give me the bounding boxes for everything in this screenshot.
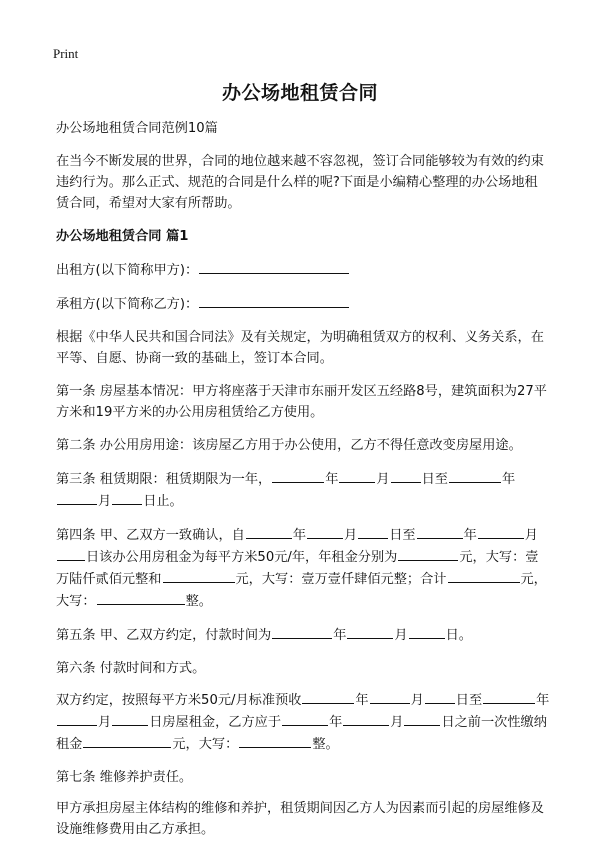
blank xyxy=(370,689,410,704)
article-6-payment-text: 日之前一次性缴纳租金 xyxy=(56,715,547,752)
day-to-label: 日至 xyxy=(389,528,416,543)
year-label: 年 xyxy=(463,528,477,543)
year-label: 年 xyxy=(501,472,516,487)
end-label: 日止。 xyxy=(143,494,183,509)
blank xyxy=(343,711,389,726)
document-body xyxy=(56,118,550,852)
article-4-amount-1: 元，大写：壹万陆仟贰佰元整和 xyxy=(56,550,539,587)
blank xyxy=(282,711,328,726)
blank xyxy=(347,624,393,639)
lessee-line xyxy=(56,293,550,315)
blank xyxy=(163,568,235,583)
year-label: 年 xyxy=(292,528,307,543)
article-6-body xyxy=(56,689,550,755)
print-link[interactable]: Print xyxy=(53,46,79,61)
blank xyxy=(409,624,445,639)
article-1: 第一条 房屋基本情况：甲方将座落于天津市东丽开发区五经路8号，建筑面积为27平方米和19平方米的办公用房租赁给乙方使用。 xyxy=(56,384,547,420)
yuan-label: 元，大写： xyxy=(56,572,547,609)
lessor-blank xyxy=(199,259,349,274)
blank xyxy=(57,711,97,726)
year-label: 年 xyxy=(536,693,550,708)
article-6-rent-text: 日房屋租金，乙方应于 xyxy=(149,715,282,730)
year-label: 年 xyxy=(329,715,343,730)
blank xyxy=(57,490,97,505)
article-4-amount-2: 元，大写：壹万壹仟肆佰元整；合计 xyxy=(235,572,447,587)
month-label: 月 xyxy=(524,528,538,543)
blank xyxy=(417,524,463,539)
article-3-text: 第三条 租赁期限：租赁期限为一年， xyxy=(56,472,272,487)
basis-paragraph: 根据《中华人民共和国合同法》及有关规定，为明确租赁双方的权利、义务关系，在平等、自愿、协商一致的基础上，签订本合同。 xyxy=(56,330,544,366)
blank xyxy=(112,711,148,726)
blank xyxy=(404,711,440,726)
article-6-text: 双方约定，按照每平方米50元/月标准预收 xyxy=(56,693,302,708)
month-label: 月 xyxy=(344,528,358,543)
page-title: 办公场地租赁合同 xyxy=(221,82,378,104)
blank xyxy=(478,524,524,539)
day-to-label: 日至 xyxy=(421,472,448,487)
blank xyxy=(449,468,501,483)
blank xyxy=(272,624,332,639)
blank xyxy=(302,689,354,704)
lessee-blank xyxy=(199,293,349,308)
blank xyxy=(57,546,85,561)
intro-paragraph: 在当今不断发展的世界，合同的地位越来越不容忽视，签订合同能够较为有效的约束违约行为。那么正式、规范的合同是什么样的呢?下面是小编精心整理的办公场地租赁合同，希望对大家有所帮助。 xyxy=(56,154,544,211)
blank xyxy=(97,590,185,605)
lessor-line xyxy=(56,259,550,281)
month-label: 月 xyxy=(376,472,390,487)
article-7-body: 甲方承担房屋主体结构的维修和养护，租赁期间因乙方人为因素而引起的房屋维修及设施维修费用由乙方承担。 xyxy=(56,801,544,837)
blank xyxy=(246,524,292,539)
subtitle: 办公场地租赁合同范例10篇 xyxy=(56,121,218,136)
lessee-label: 承租方(以下简称乙方)： xyxy=(56,297,199,312)
article-5 xyxy=(56,624,550,646)
month-label: 月 xyxy=(390,715,404,730)
blank xyxy=(339,468,375,483)
blank xyxy=(483,689,535,704)
zheng-label: 整。 xyxy=(185,594,212,609)
blank xyxy=(83,733,171,748)
day-to-label: 日至 xyxy=(455,693,483,708)
article-3 xyxy=(56,468,550,512)
day-label: 日。 xyxy=(445,628,472,643)
month-label: 月 xyxy=(98,494,112,509)
article-2: 第二条 办公用房用途：该房屋乙方用于办公使用，乙方不得任意改变房屋用途。 xyxy=(56,438,522,453)
month-label: 月 xyxy=(98,715,112,730)
blank xyxy=(307,524,343,539)
month-label: 月 xyxy=(410,693,424,708)
year-label: 年 xyxy=(333,628,347,643)
section-heading: 办公场地租赁合同 篇1 xyxy=(56,229,189,244)
blank xyxy=(358,524,388,539)
month-label: 月 xyxy=(394,628,408,643)
blank xyxy=(448,568,520,583)
blank xyxy=(391,468,421,483)
blank xyxy=(272,468,324,483)
article-4-text: 第四条 甲、乙双方一致确认，自 xyxy=(56,528,245,543)
article-7: 第七条 维修养护责任。 xyxy=(56,770,193,785)
year-label: 年 xyxy=(325,472,339,487)
zheng-label: 整。 xyxy=(312,737,339,752)
article-4-rent-text: 日该办公用房租金为每平方米50元/年，年租金分别为 xyxy=(86,550,398,565)
yuan-label: 元，大写： xyxy=(172,737,239,752)
article-4 xyxy=(56,524,550,612)
article-5-text: 第五条 甲、乙双方约定，付款时间为 xyxy=(56,628,272,643)
year-label: 年 xyxy=(355,693,369,708)
blank xyxy=(239,733,311,748)
blank xyxy=(398,546,458,561)
article-6: 第六条 付款时间和方式。 xyxy=(56,661,206,676)
lessor-label: 出租方(以下简称甲方)： xyxy=(56,263,199,278)
blank xyxy=(425,689,455,704)
blank xyxy=(112,490,142,505)
